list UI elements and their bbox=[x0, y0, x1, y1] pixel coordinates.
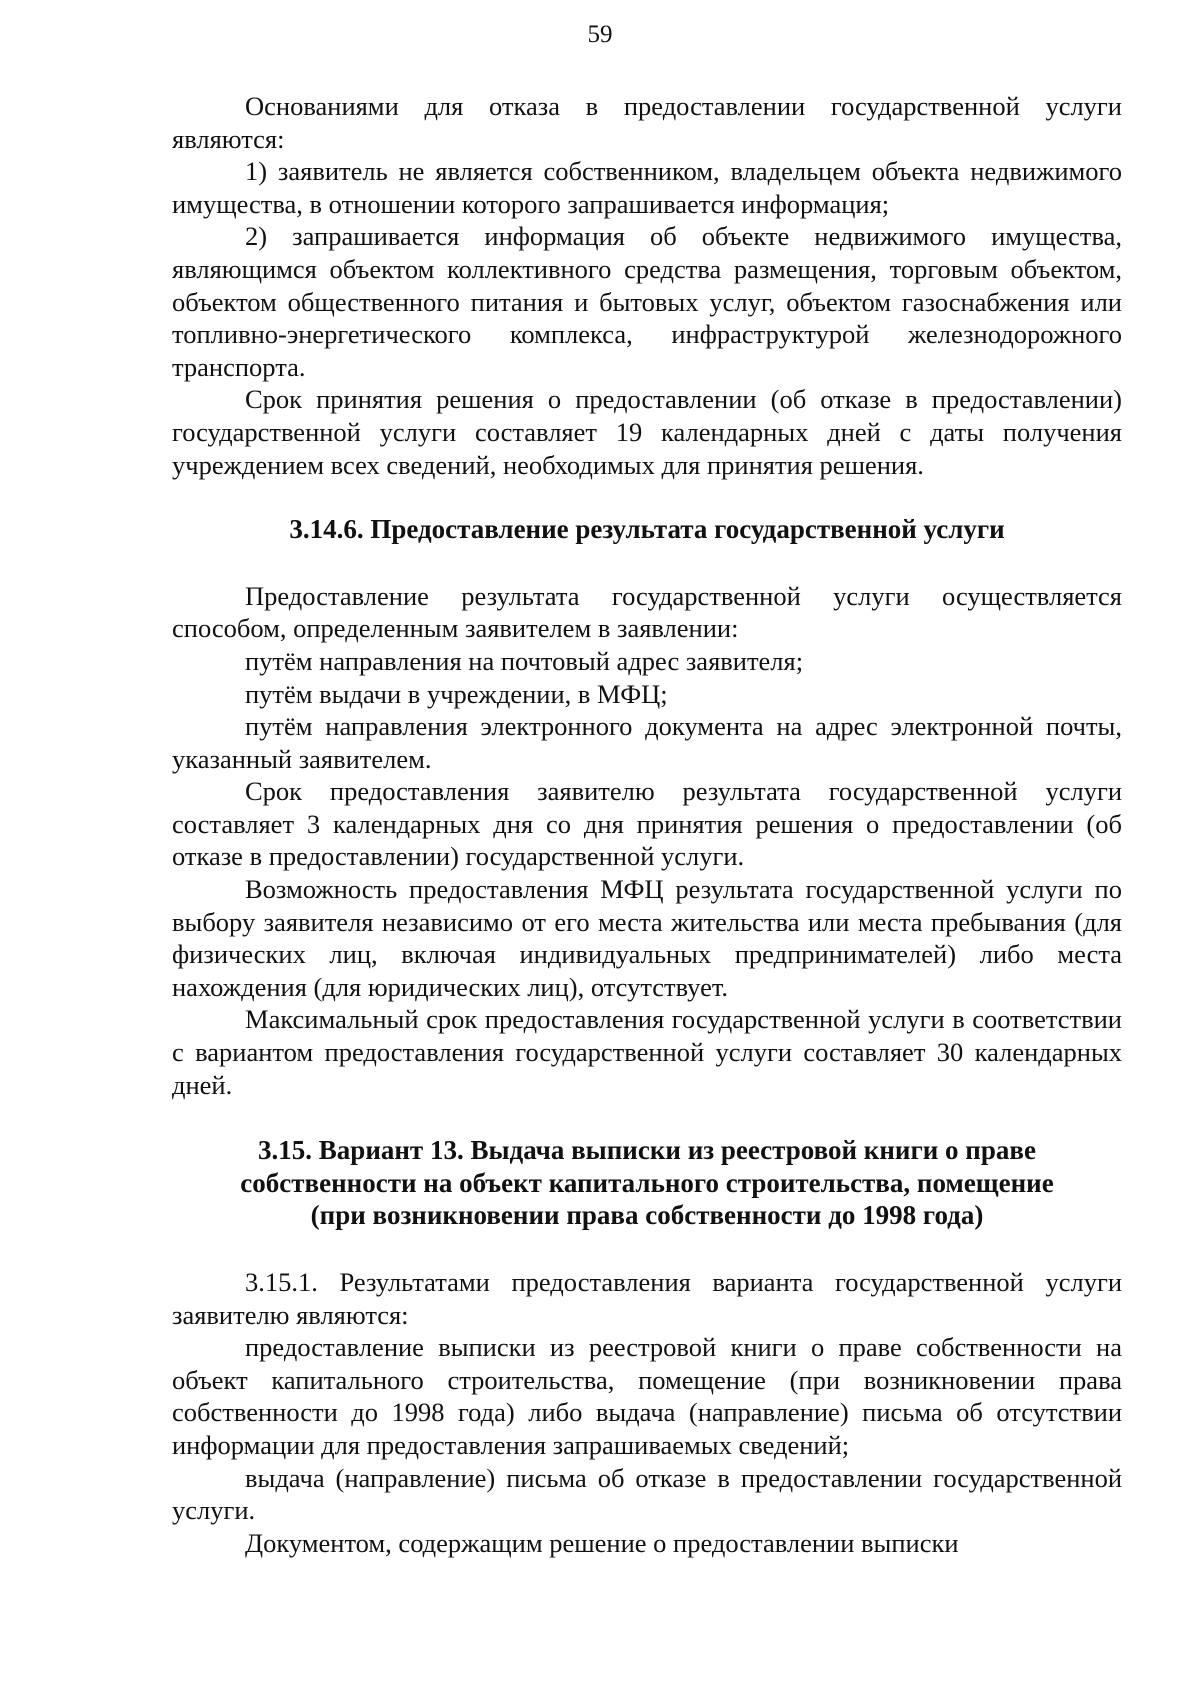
paragraph-decision-document: Документом, содержащим решение о предоставлении выписки bbox=[245, 1527, 959, 1558]
heading-3-14-6: 3.14.6. Предоставление результата государственной услуги bbox=[289, 514, 1005, 545]
page-content bbox=[172, 90, 1122, 1559]
paragraph-decision-term: Срок принятия решения о предоставлении (об отказе в предоставлении) государственной услуги составляет 19 календарных дней с даты получения учреждением всех сведений, необходимых для принятия решения. bbox=[172, 384, 1122, 480]
paragraph-refusal-grounds: Основаниями для отказа в предоставлении государственной услуги являются: bbox=[172, 91, 1122, 154]
paragraph-result-delivery: Предоставление результата государственной услуги осуществляется способом, определенным заявителем в заявлении: bbox=[172, 580, 1122, 644]
paragraph-refusal-item-2: 2) запрашивается информация об объекте недвижимого имущества, являющимся объектом коллективного средства размещения, торговым объектом, объектом общественного питания и бытовых услуг, объектом газоснабжения или топливно-энергетического комплекса, инфраструктурой железнодорожного транспорта. bbox=[172, 221, 1122, 382]
paragraph-refusal-item-1: 1) заявитель не является собственником, владельцем объекта недвижимого имущества, в отношении которого запрашивается информация; bbox=[172, 156, 1122, 219]
heading-3-15-line-3: (при возникновении права собственности до 1998 года) bbox=[310, 1200, 984, 1231]
paragraph-result-extract: предоставление выписки из реестровой книги о праве собственности на объект капитального строительства, помещение (при возникновении права собственности до 1998 года) либо выдача (направление) письма об отсутствии информации для предоставления запрашиваемых сведений; bbox=[172, 1332, 1122, 1460]
paragraph-max-term: Максимальный срок предоставления государственной услуги в соответствии с вариантом предоставления государственной услуги составляет 30 календарных дней. bbox=[172, 1004, 1122, 1100]
paragraph-result-refusal: выдача (направление) письма об отказе в предоставлении государственной услуги. bbox=[172, 1462, 1122, 1526]
paragraph-mfc-possibility: Возможность предоставления МФЦ результата государственной услуги по выбору заявителя независимо от его места жительства или места пребывания (для физических лиц, включая индивидуальных предпринимателей) либо места нахождения (для юридических лиц), отсутствует. bbox=[172, 874, 1122, 1002]
paragraph-3-15-1: 3.15.1. Результатами предоставления варианта государственной услуги заявителю являются: bbox=[172, 1267, 1122, 1330]
paragraph-delivery-email: путём направления электронного документа на адрес электронной почты, указанный заявителем. bbox=[172, 711, 1122, 774]
page-number: 59 bbox=[587, 21, 613, 48]
heading-3-15 bbox=[172, 1134, 1122, 1232]
paragraph-delivery-postal: путём направления на почтовый адрес заявителя; bbox=[245, 645, 804, 676]
heading-3-15-line-2: собственности на объект капитального строительства, помещение bbox=[240, 1167, 1054, 1198]
paragraph-delivery-mfc: путём выдачи в учреждении, в МФЦ; bbox=[245, 678, 668, 709]
paragraph-delivery-term: Срок предоставления заявителю результата государственной услуги составляет 3 календарных дня со дня принятия решения о предоставлении (об отказе в предоставлении) государственной услуги. bbox=[172, 776, 1122, 872]
heading-3-15-line-1: 3.15. Вариант 13. Выдача выписки из реестровой книги о праве bbox=[258, 1135, 1036, 1166]
